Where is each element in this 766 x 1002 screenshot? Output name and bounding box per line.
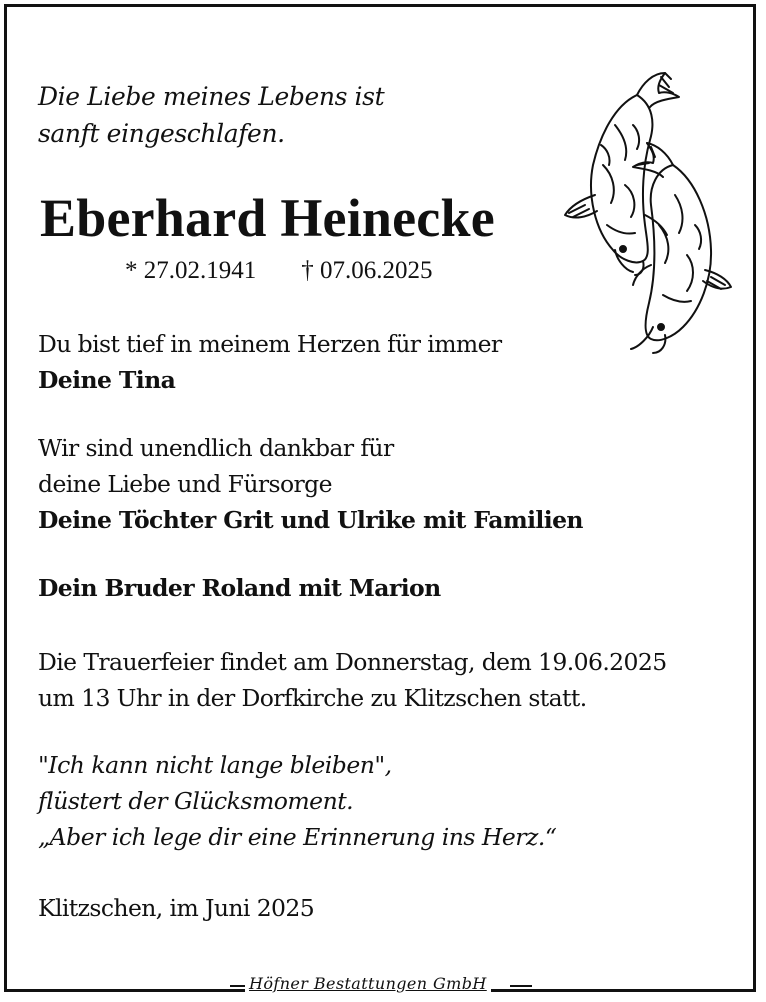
quote-line-2: flüstert der Glücksmoment. (38, 787, 354, 815)
undertaker-name: Höfner Bestattungen GmbH (245, 966, 491, 1002)
koi-fish-pair-icon (555, 65, 735, 365)
birth-date: * 27.02.1941 (125, 257, 257, 284)
sibling-message (38, 570, 441, 606)
funeral-line-1: Die Trauerfeier findet am Donnerstag, dem 19.06.2025 (38, 648, 667, 676)
footer-rule-right (510, 985, 532, 987)
koi-right-body (646, 165, 712, 340)
sibling-signature: Dein Bruder Roland mit Marion (38, 574, 441, 602)
partner-line: Du bist tief in meinem Herzen für immer (38, 330, 502, 358)
deceased-name: Eberhard Heinecke (40, 188, 495, 248)
partner-signature: Deine Tina (38, 366, 176, 394)
koi-right-tail (633, 143, 673, 177)
quote-line-3: „Aber ich lege dir eine Erinnerung ins Herz.“ (38, 823, 557, 851)
quote-line-1: "Ich kann nicht lange bleiben", (38, 751, 392, 779)
funeral-info (38, 644, 667, 716)
intro-text (38, 78, 384, 152)
koi-left-body (591, 95, 652, 262)
life-dates (125, 256, 433, 286)
death-date: † 07.06.2025 (301, 257, 433, 284)
partner-message (38, 326, 502, 398)
funeral-line-2: um 13 Uhr in der Dorfkirche zu Klitzschen statt. (38, 684, 587, 712)
undertaker-footer (0, 966, 756, 1002)
koi-left-tail (637, 73, 679, 107)
children-signature: Deine Töchter Grit und Ulrike mit Familien (38, 506, 583, 534)
children-message (38, 430, 583, 538)
children-line-2: deine Liebe und Fürsorge (38, 470, 332, 498)
intro-line-2: sanft eingeschlafen. (38, 119, 285, 148)
intro-line-1: Die Liebe meines Lebens ist (38, 82, 385, 111)
place-and-date: Klitzschen, im Juni 2025 (38, 894, 315, 922)
closing-quote (38, 747, 556, 855)
children-line-1: Wir sind unendlich dankbar für (38, 434, 394, 462)
